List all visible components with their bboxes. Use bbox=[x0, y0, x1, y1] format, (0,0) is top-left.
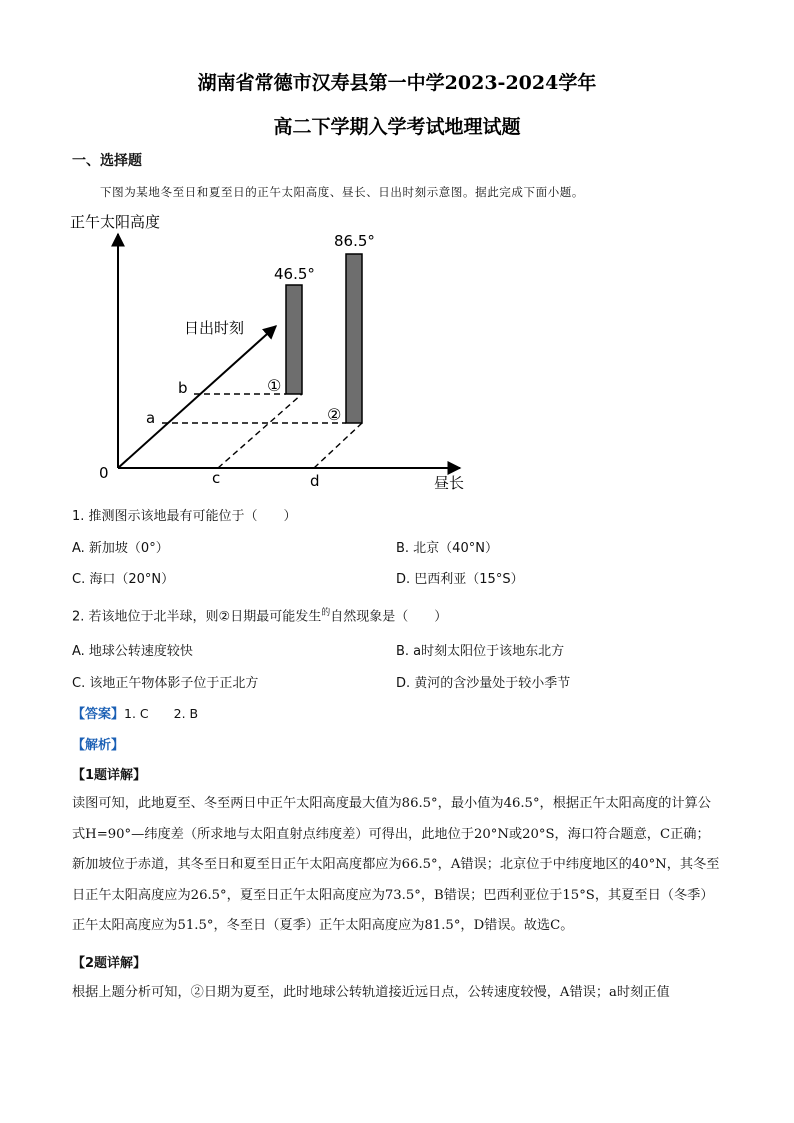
q1-stem: 1. 推测图示该地最有可能位于（ ） bbox=[72, 509, 297, 524]
q1-option-a: A. 新加坡（0°） bbox=[72, 541, 169, 556]
detail2-label: 【2题详解】 bbox=[72, 956, 147, 971]
y-axis-label: 正午太阳高度 bbox=[70, 213, 161, 231]
sun-altitude-chart bbox=[66, 206, 486, 496]
answer-line bbox=[72, 703, 198, 722]
detail2-text: 根据上题分析可知，②日期为夏至，此时地球公转轨道接近远日点，公转速度较慢，A错误；a时刻正值 bbox=[72, 985, 670, 1000]
x-axis-label: 昼长 bbox=[434, 474, 465, 492]
q2-stem bbox=[72, 605, 447, 624]
sunrise-label-a: a bbox=[146, 409, 156, 427]
q2-option-d: D. 黄河的含沙量处于较小季节 bbox=[396, 676, 571, 691]
dash-c bbox=[218, 394, 302, 468]
q2-option-c: C. 该地正午物体影子位于正北方 bbox=[72, 676, 259, 691]
detail1-text: 读图可知，此地夏至、冬至两日中正午太阳高度最大值为86.5°，最小值为46.5°，根据正午太阳高度的计算公式H=90°—纬度差（所求地与太阳直射点纬度差）可得出，此地位于20°N或20°S，海口符合题意，C正确；新加坡位于赤道，其冬至日和夏至日正午太阳高度都应为66.5°，A错误；北京位于中纬度地区的40°N，其冬至日正午太阳高度应为26.5°，夏至日正午太阳高度应为73.5°，B错误；巴西利亚位于15°S，其夏至日（冬季）正午太阳高度应为51.5°，冬至日（夏季）正午太阳高度应为81.5°，D错误。故选C。 bbox=[72, 796, 720, 933]
depth-axis-label: 日出时刻 bbox=[184, 319, 245, 337]
analysis-label: 【解析】 bbox=[72, 738, 125, 753]
bar-summer bbox=[346, 254, 362, 423]
bar-summer-value: 86.5° bbox=[334, 232, 375, 250]
origin-label: 0 bbox=[99, 464, 109, 482]
daylength-label-d: d bbox=[310, 472, 320, 490]
document-title-line2: 高二下学期入学考试地理试题 bbox=[273, 116, 521, 138]
question-intro: 下图为某地冬至日和夏至日的正午太阳高度、昼长、日出时刻示意图。据此完成下面小题。 bbox=[100, 185, 584, 199]
answer-text: 1. C 2. B bbox=[124, 706, 199, 721]
answer-label: 【答案】 bbox=[72, 707, 125, 722]
bar-winter bbox=[286, 285, 302, 394]
section-heading: 一、选择题 bbox=[72, 153, 142, 169]
daylength-label-c: c bbox=[212, 469, 221, 487]
bar-winter-value: 46.5° bbox=[274, 265, 315, 283]
depth-axis bbox=[118, 326, 276, 468]
detail1-label: 【1题详解】 bbox=[72, 768, 147, 783]
q1-option-b: B. 北京（40°N） bbox=[396, 541, 498, 556]
q2-stem-main: 2. 若该地位于北半球，则②日期最可能发生 bbox=[72, 609, 322, 625]
document-title-line1: 湖南省常德市汉寿县第一中学2023-2024学年 bbox=[197, 72, 597, 94]
bar-winter-marker: ① bbox=[267, 376, 282, 395]
q1-option-d: D. 巴西利亚（15°S） bbox=[396, 572, 524, 587]
q2-stem-tail: 自然现象是（ ） bbox=[330, 609, 448, 625]
q2-option-a: A. 地球公转速度较快 bbox=[72, 644, 193, 659]
dash-d bbox=[314, 423, 362, 468]
q2-option-b: B. a时刻太阳位于该地东北方 bbox=[396, 644, 565, 659]
bar-summer-marker: ② bbox=[327, 405, 342, 424]
q1-option-c: C. 海口（20°N） bbox=[72, 572, 175, 587]
sunrise-label-b: b bbox=[178, 379, 188, 397]
q2-stem-super: 的 bbox=[321, 608, 331, 618]
